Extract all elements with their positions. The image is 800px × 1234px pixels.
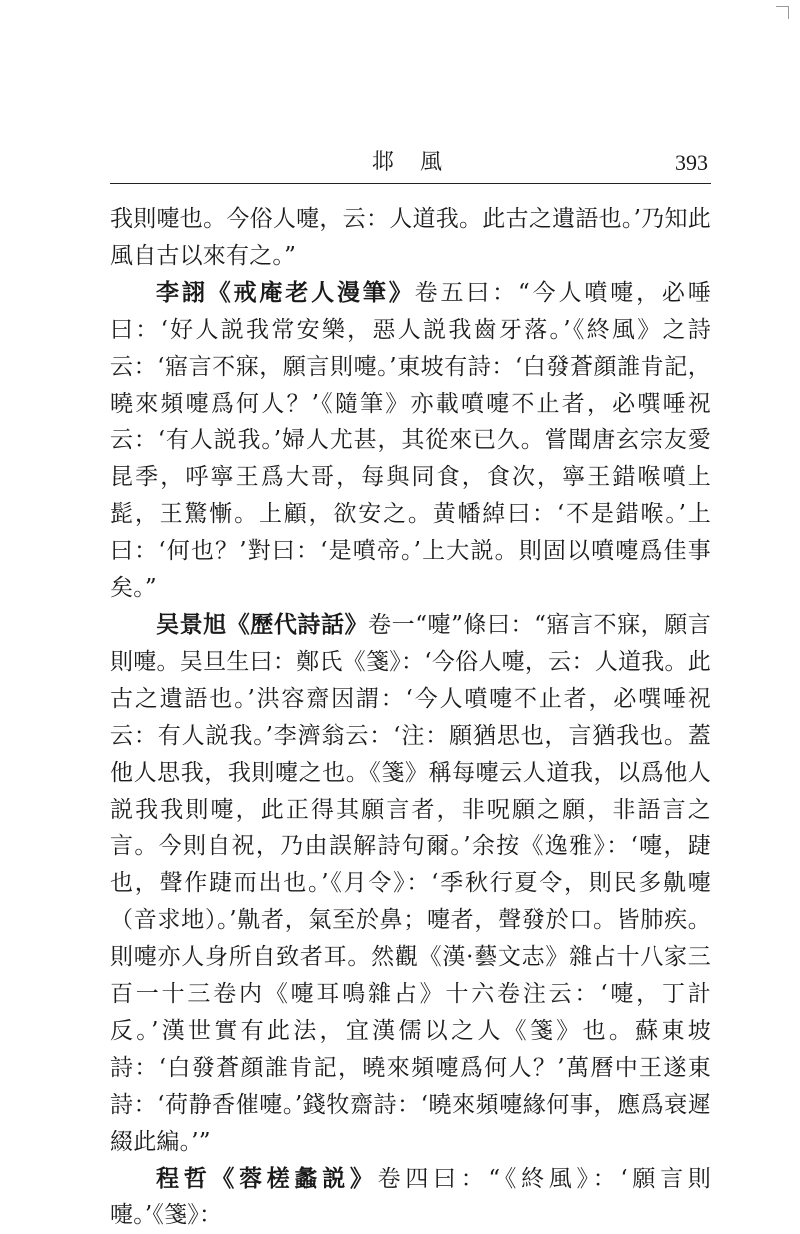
header-rule xyxy=(110,183,711,184)
paragraph-2 xyxy=(110,275,711,607)
citation-author: 程哲 xyxy=(156,1165,212,1192)
body-text xyxy=(110,201,711,1234)
paragraph-text: 卷五曰：“今人噴嚏，必唾曰：‘好人説我常安樂，惡人説我齒牙落。’《終風》之詩云：‘寤言不寐，願言則嚏。’東坡有詩：‘白發蒼顔誰肯記，曉來頻嚏爲何人？’《隨筆》亦載噴嚏不止者，必噀唾祝云：‘有人説我。’婦人尤甚，其從來已久。嘗聞唐玄宗友愛昆季，呼寧王爲大哥，每與同食，食次，寧王錯喉噴上髭，王驚慚。上顧，欲安之。黄幡綽曰：‘不是錯喉。’上曰：‘何也？’對曰：‘是噴帝。’上大説。則固以噴嚏爲佳事矣。” xyxy=(110,279,711,602)
paragraph-4 xyxy=(110,1161,711,1234)
citation-book: 《戒庵老人漫筆》 xyxy=(207,279,415,306)
paragraph-text: 我則嚏也。今俗人嚏，云：人道我。此古之遺語也。’乃知此風自古以來有之。” xyxy=(110,206,711,269)
paragraph-3 xyxy=(110,607,711,1161)
paragraph-1 xyxy=(110,201,711,275)
citation-author: 李詡 xyxy=(156,279,208,306)
crop-mark xyxy=(776,6,789,19)
section-title: 邶風 xyxy=(372,150,469,175)
page-number: 393 xyxy=(675,150,708,175)
citation-book: 《歷代詩話》 xyxy=(226,611,369,638)
running-header xyxy=(110,143,710,183)
paragraph-text: 卷一“嚏”條曰：“寤言不寐，願言則嚏。吴旦生曰：鄭氏《箋》：‘今俗人嚏，云：人道我。此古之遺語也。’洪容齋因謂：‘今人噴嚏不止者，必噀唾祝云：有人説我。’李濟翁云：‘注：願猶思也，言猶我也。蓋他人思我，我則嚏之也。《箋》稱每嚏云人道我，以爲他人説我我則嚏，此正得其願言者，非呪願之願，非語言之言。今則自祝，乃由誤解詩句爾。’余按《逸雅》：‘嚏，踕也，聲作踕而出也。’《月令》：‘季秋行夏令，則民多鼽嚏（音求地）。’鼽者，氣至於鼻；嚏者，聲發於口。皆肺疾。則嚏亦人身所自致者耳。然觀《漢·藝文志》雜占十八家三百一十三卷内《嚏耳鳴雜占》十六卷注云：‘嚏，丁計反。’漢世實有此法，宜漢儒以之人《箋》也。蘇東坡詩：‘白發蒼顔誰肯記，曉來頻嚏爲何人？’萬曆中王遂東詩：‘荷静香催嚏。’錢牧齋詩：‘曉來頻嚏緣何事，應爲衰遲綴此編。’” xyxy=(110,611,712,1155)
citation-book: 《蓉槎蠡説》 xyxy=(211,1165,378,1192)
paragraph-text: 卷四曰：“《終風》：‘願言則嚏。’《箋》： xyxy=(110,1165,712,1229)
citation-author: 吴景旭 xyxy=(156,611,227,638)
